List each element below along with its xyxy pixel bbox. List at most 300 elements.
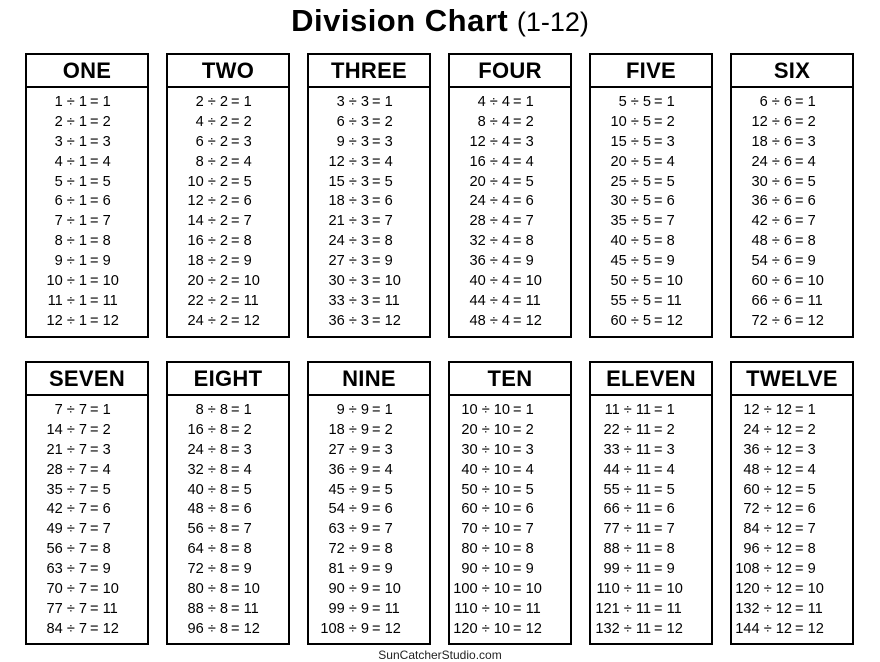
division-expression: 2 ÷ 2 [195,94,228,110]
division-expression: 30 ÷ 5 [610,193,651,210]
table-row [591,481,711,501]
division-result: = 1 [372,402,393,418]
division-result: = 3 [513,133,534,150]
division-result: = 12 [231,312,260,329]
table-row [591,232,711,252]
table-row [591,252,711,272]
division-expression: 24 ÷ 6 [751,153,792,170]
table-row [591,292,711,312]
division-expression: 70 ÷ 10 [461,521,510,538]
table-heading: SIX [732,55,852,88]
division-result: = 6 [372,501,393,518]
division-result: = 2 [654,113,675,130]
table-row [168,421,288,441]
table-row [591,192,711,212]
division-result: = 8 [513,541,534,558]
table-row [732,312,852,332]
division-expression: 11 ÷ 11 [604,402,651,418]
division-expression: 50 ÷ 10 [461,481,510,498]
division-result: = 9 [654,253,675,270]
division-expression: 132 ÷ 12 [735,600,792,617]
table-row [450,441,570,461]
table-row [450,520,570,540]
division-expression: 40 ÷ 8 [187,481,228,498]
table-row [591,461,711,481]
division-result: = 4 [90,461,111,478]
division-result: = 2 [372,421,393,438]
division-result: = 11 [654,600,682,617]
table-row [27,520,147,540]
division-expression: 90 ÷ 10 [461,561,510,578]
table-row [27,192,147,212]
division-expression: 36 ÷ 6 [751,193,792,210]
division-expression: 108 ÷ 12 [735,561,792,578]
table-row [27,461,147,481]
table-row [27,441,147,461]
division-expression: 44 ÷ 11 [603,461,651,478]
division-result: = 3 [513,441,534,458]
division-result: = 8 [654,541,675,558]
division-result: = 5 [654,173,675,190]
division-expression: 4 ÷ 1 [54,153,87,170]
division-result: = 8 [513,233,534,250]
division-expression: 12 ÷ 4 [469,133,510,150]
division-result: = 11 [513,292,541,309]
division-expression: 121 ÷ 11 [595,600,651,617]
division-result: = 3 [90,133,111,150]
table-row [732,212,852,232]
division-result: = 11 [90,292,118,309]
division-expression: 40 ÷ 4 [469,273,510,290]
table-heading: ONE [27,55,147,88]
division-expression: 56 ÷ 8 [187,521,228,538]
table-row [732,173,852,193]
division-expression: 32 ÷ 4 [469,233,510,250]
division-result: = 8 [231,233,252,250]
division-result: = 10 [372,581,401,598]
table-row [309,173,429,193]
division-result: = 5 [795,481,816,498]
division-result: = 9 [372,561,393,578]
division-result: = 12 [513,620,542,637]
table-row [168,620,288,640]
division-expression: 4 ÷ 4 [477,94,510,110]
division-expression: 42 ÷ 6 [751,213,792,230]
division-expression: 35 ÷ 7 [46,481,87,498]
division-result: = 4 [372,461,393,478]
division-expression: 99 ÷ 11 [603,561,651,578]
division-result: = 2 [654,421,675,438]
division-expression: 3 ÷ 1 [54,133,87,150]
table-row [450,461,570,481]
division-expression: 10 ÷ 1 [46,273,87,290]
table-row [450,580,570,600]
table-row [450,481,570,501]
table-heading: NINE [309,363,429,396]
division-result: = 11 [372,600,400,617]
division-expression: 45 ÷ 5 [610,253,651,270]
table-row [732,252,852,272]
division-result: = 9 [231,561,252,578]
table-row [450,192,570,212]
table-row [450,153,570,173]
table-row [168,500,288,520]
division-result: = 6 [654,501,675,518]
division-result: = 1 [372,94,393,110]
division-result: = 5 [372,481,393,498]
division-expression: 44 ÷ 4 [469,292,510,309]
division-expression: 35 ÷ 5 [610,213,651,230]
table-row [732,481,852,501]
division-result: = 9 [231,253,252,270]
table-rows [168,396,288,640]
table-heading: ELEVEN [591,363,711,396]
division-result: = 12 [231,620,260,637]
table-row [732,620,852,640]
division-expression: 10 ÷ 10 [461,402,510,418]
division-result: = 10 [372,273,401,290]
table-row [591,600,711,620]
division-result: = 4 [90,153,111,170]
division-result: = 12 [795,312,824,329]
division-expression: 15 ÷ 3 [328,173,369,190]
table-row [450,272,570,292]
division-expression: 33 ÷ 3 [328,292,369,309]
division-result: = 7 [90,213,111,230]
division-result: = 5 [795,173,816,190]
table-row [168,560,288,580]
division-expression: 55 ÷ 5 [610,292,651,309]
division-result: = 1 [231,402,252,418]
table-row [309,153,429,173]
division-expression: 40 ÷ 10 [461,461,510,478]
table-row [309,113,429,133]
division-expression: 24 ÷ 3 [328,233,369,250]
division-result: = 3 [231,441,252,458]
division-expression: 28 ÷ 7 [46,461,87,478]
division-result: = 12 [795,620,824,637]
table-row [450,212,570,232]
table-row [309,292,429,312]
division-result: = 8 [90,233,111,250]
title-main: Division Chart [291,3,509,38]
division-expression: 24 ÷ 12 [743,421,792,438]
table-three [307,53,431,338]
title-range: (1-12) [516,7,589,37]
division-expression: 10 ÷ 2 [187,173,228,190]
table-row [309,520,429,540]
table-rows [450,88,570,332]
table-row [27,540,147,560]
division-result: = 8 [372,541,393,558]
division-result: = 11 [654,292,682,309]
division-expression: 21 ÷ 3 [328,213,369,230]
table-row [732,441,852,461]
division-result: = 6 [90,501,111,518]
table-row [168,153,288,173]
division-result: = 10 [795,273,824,290]
table-row [450,93,570,113]
table-row [27,312,147,332]
table-row [309,580,429,600]
division-expression: 6 ÷ 6 [759,94,792,110]
division-result: = 12 [372,312,401,329]
division-expression: 80 ÷ 10 [461,541,510,558]
division-expression: 12 ÷ 2 [187,193,228,210]
table-row [591,500,711,520]
table-eleven [589,361,713,645]
table-rows [309,88,429,332]
table-five [589,53,713,338]
division-result: = 3 [90,441,111,458]
division-result: = 12 [654,312,683,329]
division-result: = 1 [513,94,534,110]
table-row [309,401,429,421]
table-heading: TEN [450,363,570,396]
division-result: = 1 [795,402,816,418]
division-result: = 3 [372,441,393,458]
table-row [450,401,570,421]
table-row [450,312,570,332]
table-row [27,560,147,580]
table-row [591,620,711,640]
division-result: = 3 [795,441,816,458]
division-result: = 9 [795,253,816,270]
table-row [27,133,147,153]
division-expression: 49 ÷ 7 [46,521,87,538]
division-result: = 11 [90,600,118,617]
table-rows [450,396,570,640]
division-expression: 56 ÷ 7 [46,541,87,558]
table-row [732,232,852,252]
division-expression: 8 ÷ 2 [195,153,228,170]
division-result: = 4 [513,461,534,478]
table-row [168,441,288,461]
table-row [27,113,147,133]
table-row [27,481,147,501]
table-row [732,540,852,560]
division-result: = 10 [654,581,683,598]
division-result: = 10 [654,273,683,290]
division-result: = 4 [372,153,393,170]
table-row [732,292,852,312]
division-result: = 9 [372,253,393,270]
division-expression: 16 ÷ 2 [187,233,228,250]
division-expression: 3 ÷ 3 [336,94,369,110]
division-expression: 24 ÷ 4 [469,193,510,210]
division-result: = 2 [513,421,534,438]
division-expression: 12 ÷ 12 [743,402,792,418]
division-result: = 7 [654,213,675,230]
table-row [591,580,711,600]
table-nine [307,361,431,645]
division-expression: 11 ÷ 1 [47,292,87,309]
table-row [732,93,852,113]
table-rows [591,396,711,640]
table-row [168,113,288,133]
table-row [27,620,147,640]
table-row [450,620,570,640]
division-result: = 2 [795,113,816,130]
division-result: = 1 [90,402,111,418]
division-expression: 18 ÷ 2 [187,253,228,270]
table-row [450,252,570,272]
division-result: = 10 [231,581,260,598]
division-expression: 84 ÷ 7 [46,620,87,637]
division-result: = 8 [372,233,393,250]
division-expression: 42 ÷ 7 [46,501,87,518]
table-row [27,173,147,193]
division-result: = 12 [90,620,119,637]
table-rows [732,396,852,640]
table-eight [166,361,290,645]
division-expression: 60 ÷ 5 [610,312,651,329]
table-row [309,540,429,560]
table-two [166,53,290,338]
division-result: = 12 [654,620,683,637]
table-row [591,540,711,560]
table-row [591,441,711,461]
division-result: = 7 [372,521,393,538]
division-result: = 1 [513,402,534,418]
table-row [450,133,570,153]
table-row [732,133,852,153]
division-result: = 3 [231,133,252,150]
table-rows [27,88,147,332]
page-title [0,2,880,41]
division-result: = 10 [513,273,542,290]
division-expression: 8 ÷ 4 [477,113,510,130]
division-result: = 3 [372,133,393,150]
division-expression: 6 ÷ 3 [336,113,369,130]
division-expression: 48 ÷ 8 [187,501,228,518]
table-row [168,292,288,312]
division-result: = 12 [372,620,401,637]
division-expression: 12 ÷ 1 [46,312,87,329]
division-result: = 11 [231,600,259,617]
division-expression: 54 ÷ 6 [751,253,792,270]
division-expression: 6 ÷ 1 [54,193,87,210]
division-result: = 4 [231,461,252,478]
table-row [309,600,429,620]
table-row [168,272,288,292]
division-expression: 54 ÷ 9 [328,501,369,518]
table-row [309,192,429,212]
table-row [27,232,147,252]
table-row [27,292,147,312]
division-expression: 81 ÷ 9 [328,561,369,578]
table-row [732,560,852,580]
division-result: = 8 [795,233,816,250]
division-result: = 4 [654,153,675,170]
table-rows [27,396,147,640]
table-row [309,232,429,252]
division-result: = 1 [231,94,252,110]
table-row [732,500,852,520]
division-result: = 11 [372,292,400,309]
division-expression: 64 ÷ 8 [187,541,228,558]
table-row [309,252,429,272]
table-rows [732,88,852,332]
table-seven [25,361,149,645]
division-result: = 7 [654,521,675,538]
division-result: = 11 [795,292,823,309]
division-expression: 30 ÷ 10 [461,441,510,458]
division-result: = 4 [654,461,675,478]
division-expression: 7 ÷ 1 [54,213,87,230]
table-row [450,232,570,252]
table-heading: TWO [168,55,288,88]
division-expression: 55 ÷ 11 [603,481,651,498]
division-expression: 9 ÷ 1 [54,253,87,270]
table-row [168,192,288,212]
table-row [168,312,288,332]
table-heading: FIVE [591,55,711,88]
table-rows [591,88,711,332]
division-result: = 7 [90,521,111,538]
division-result: = 6 [90,193,111,210]
table-row [591,401,711,421]
division-result: = 4 [513,153,534,170]
table-row [168,481,288,501]
table-row [168,401,288,421]
table-row [591,133,711,153]
division-result: = 3 [654,133,675,150]
division-expression: 60 ÷ 6 [751,273,792,290]
table-row [309,421,429,441]
division-expression: 36 ÷ 4 [469,253,510,270]
division-expression: 36 ÷ 9 [328,461,369,478]
division-result: = 1 [90,94,111,110]
table-one [25,53,149,338]
table-row [450,540,570,560]
table-row [168,252,288,272]
table-row [168,232,288,252]
table-row [168,461,288,481]
division-result: = 9 [795,561,816,578]
division-expression: 63 ÷ 7 [46,561,87,578]
division-expression: 15 ÷ 5 [610,133,651,150]
table-heading: TWELVE [732,363,852,396]
table-row [450,560,570,580]
division-result: = 7 [795,521,816,538]
division-result: = 7 [513,213,534,230]
table-six [730,53,854,338]
table-row [168,600,288,620]
table-row [450,421,570,441]
division-result: = 3 [795,133,816,150]
division-result: = 5 [231,481,252,498]
table-row [591,212,711,232]
division-result: = 2 [372,113,393,130]
table-row [732,461,852,481]
table-row [27,580,147,600]
division-expression: 20 ÷ 5 [610,153,651,170]
table-row [309,620,429,640]
division-expression: 100 ÷ 10 [453,581,510,598]
division-expression: 96 ÷ 12 [743,541,792,558]
table-row [591,173,711,193]
division-expression: 25 ÷ 5 [610,173,651,190]
table-row [591,272,711,292]
division-expression: 48 ÷ 12 [743,461,792,478]
division-expression: 20 ÷ 2 [187,273,228,290]
table-row [450,600,570,620]
table-row [732,421,852,441]
division-result: = 9 [513,561,534,578]
table-heading: EIGHT [168,363,288,396]
division-result: = 1 [654,402,675,418]
